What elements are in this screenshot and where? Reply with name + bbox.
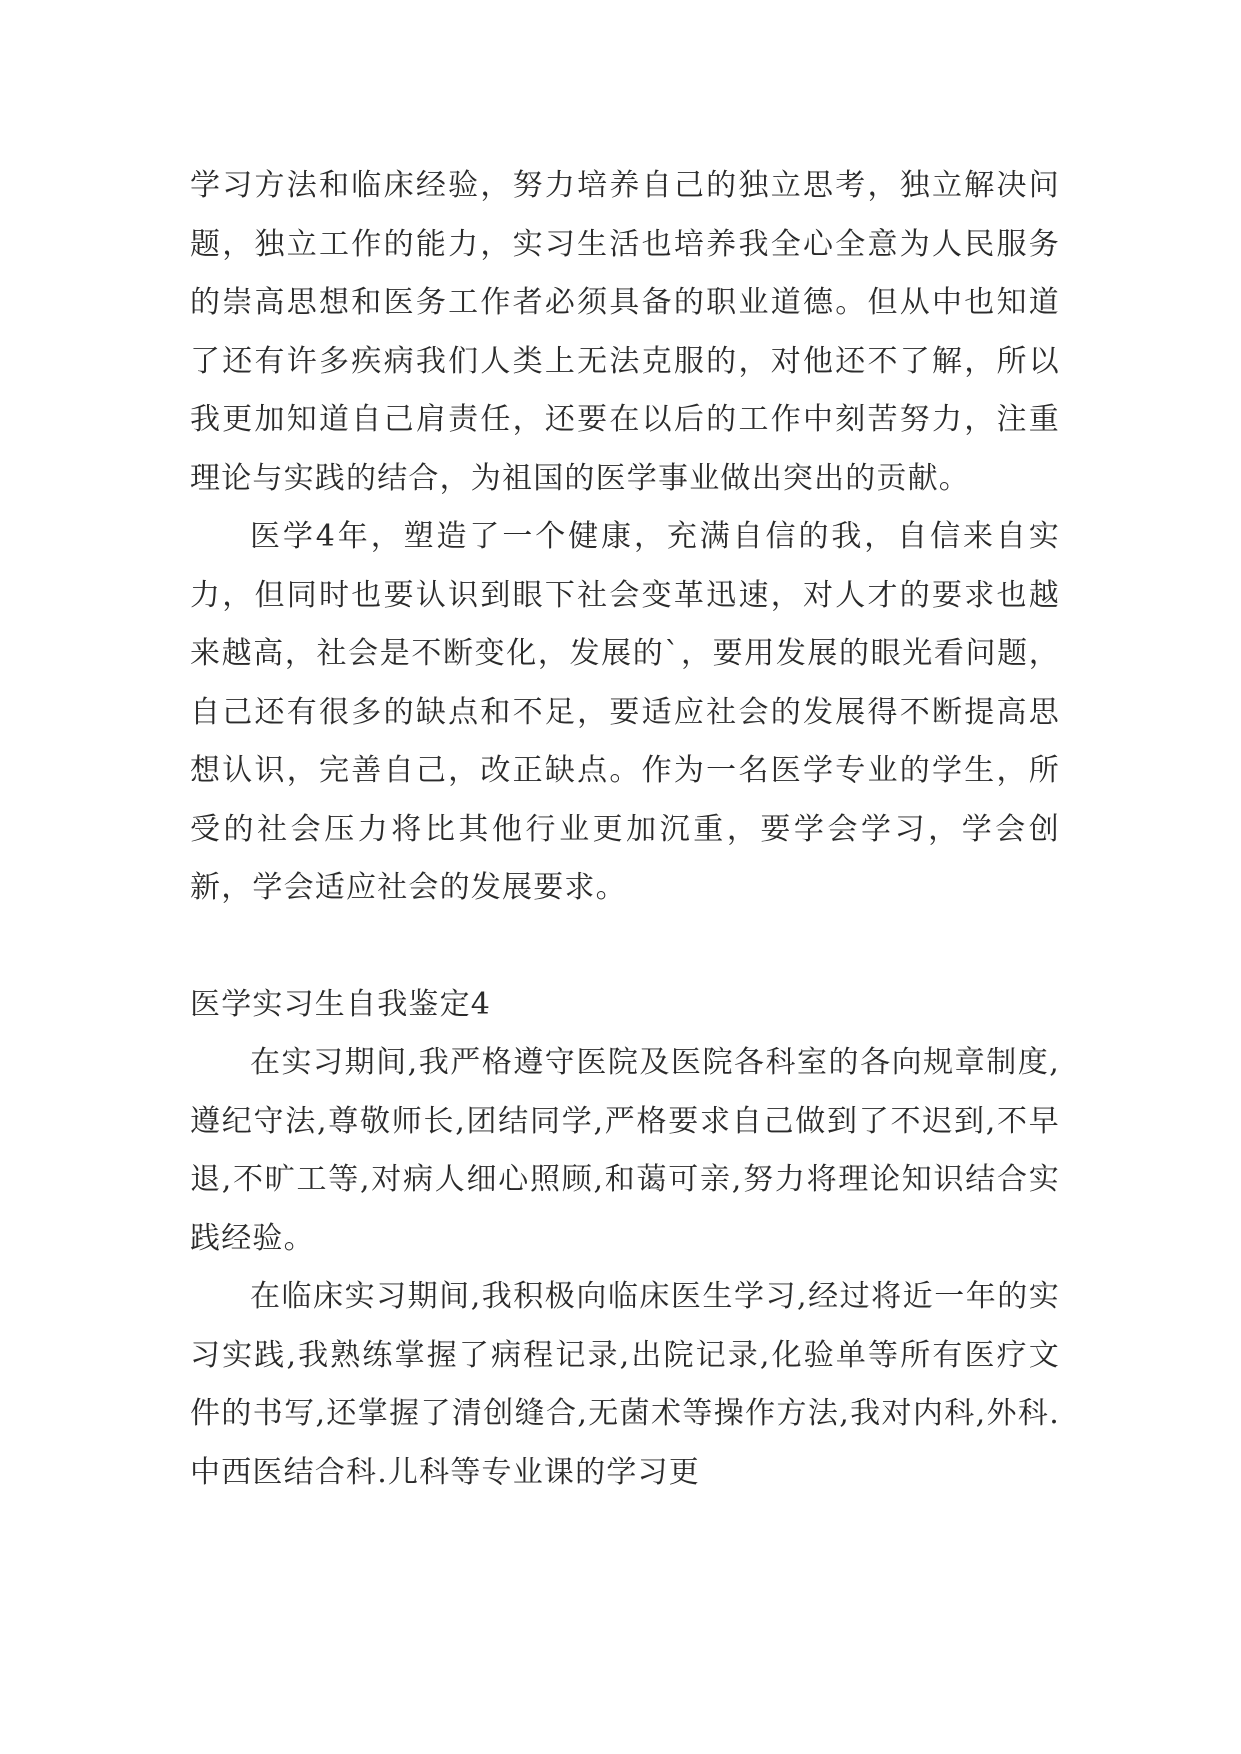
section-title: 医学实习生自我鉴定4 — [190, 986, 492, 1022]
paragraph-clinical-internship: 在临床实习期间,我积极向临床医生学习,经过将近一年的实习实践,我熟练掌握了病程记录,出院记录,化验单等所有医疗文件的书写,还掌握了清创缝合,无菌术等操作方法,我对内科,外科.中西医结合科.儿科等专业课的学习更 — [190, 1279, 1060, 1490]
paragraph-internship-discipline: 在实习期间,我严格遵守医院及医院各科室的各向规章制度,遵纪守法,尊敬师长,团结同学,严格要求自己做到了不迟到,不早退,不旷工等,对病人细心照顾,和蔼可亲,努力将理论知识结合实践经验。 — [190, 1045, 1060, 1256]
paragraph-continued: 学习方法和临床经验，努力培养自己的独立思考，独立解决问题，独立工作的能力，实习生活也培养我全心全意为人民服务的崇高思想和医务工作者必须具备的职业道德。但从中也知道了还有许多疾病我们人类上无法克服的，对他还不了解，所以我更加知道自己肩责任，还要在以后的工作中刻苦努力，注重理论与实践的结合，为祖国的医学事业做出突出的贡献。 — [190, 168, 1060, 496]
document-page — [190, 157, 1060, 1502]
paragraph-medicine-4-years: 医学4年，塑造了一个健康，充满自信的我，自信来自实力，但同时也要认识到眼下社会变革迅速，对人才的要求也越来越高，社会是不断变化，发展的`，要用发展的眼光看问题，自己还有很多的缺点和不足，要适应社会的发展得不断提高思想认识，完善自己，改正缺点。作为一名医学专业的学生，所受的社会压力将比其他行业更加沉重，要学会学习，学会创新，学会适应社会的发展要求。 — [190, 519, 1060, 905]
